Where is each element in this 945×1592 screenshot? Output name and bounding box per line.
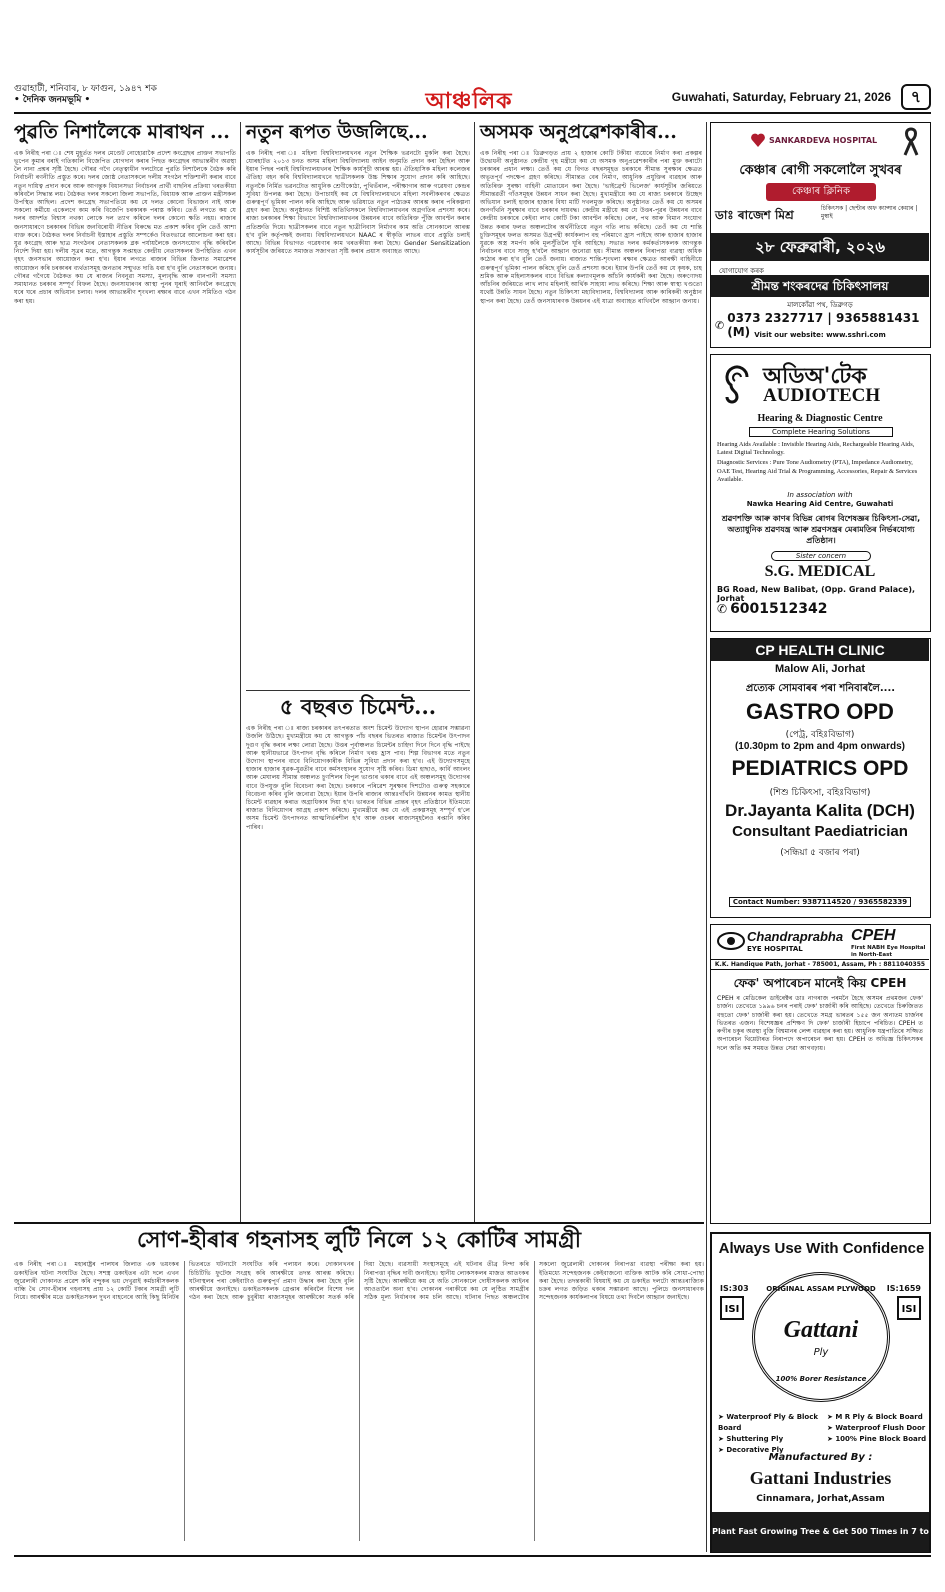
svg-text:ISI: ISI xyxy=(901,1304,917,1315)
article-new-form xyxy=(246,122,470,687)
ad-cp-health xyxy=(710,638,931,918)
newspaper-logo: আঞ্চলিক xyxy=(425,88,513,114)
column-rule xyxy=(474,122,475,1222)
ear-icon xyxy=(721,363,757,403)
masthead-date-english: Guwahati, Saturday, February 21, 2026 xyxy=(671,90,891,104)
article-cement xyxy=(246,695,470,1220)
product-item: ➤ Decorative Ply xyxy=(718,1446,784,1454)
heart-icon xyxy=(751,132,765,148)
ad-website: Visit our website: www.sshri.com xyxy=(754,331,886,339)
institution-address: মালকোঁৱা পথ, ডিব্ৰুগড় xyxy=(787,301,853,309)
product-item: ➤ Waterproof Flush Door xyxy=(827,1424,926,1432)
seal-text: 100% Borer Resistance xyxy=(775,1375,867,1383)
brand-sub: Ply xyxy=(813,1347,829,1358)
doctor-name: Dr.Jayanta Kalita (DCH) xyxy=(725,801,915,820)
product-item: ➤ 100% Pine Block Board xyxy=(827,1435,927,1443)
brand-assamese: অডিঅ'টেক xyxy=(763,364,867,389)
article-headline: সোণ-হীৰাৰ গহনাসহ লুটি নিলে ১২ কোটিৰ সামগ্ৰী xyxy=(137,1227,581,1253)
article-body: এক নিৰীহ পৰা ঃ ৰাজ্য চৰকাৰৰ তৎপৰতাত অংশ চিমেন্ট উদ্যোগ স্থাপন হোৱাৰ সম্ভাৱনা উজলি উঠিছে। মুখ্যমন্ত্ৰীয়ে কয় যে আগন্তুক পাঁচ বছৰৰ ভিতৰত ৰাজ্যত চিমেন্টৰ উৎপাদন দুগুণ বৃদ্ধি কৰাৰ লক্ষ্য লোৱা হৈছে। উত্তৰ পূৰ্বাঞ্চলত চিমেন্টৰ চাহিদা দিনে দিনে বৃদ্ধি পাইছে আৰু স্থানীয়ভাৱে উৎপাদন বৃদ্ধি কৰিলে নিৰ্মাণ খৰচ হ্ৰাস পাব। শিল্প বিভাগৰ মতে নতুন উদ্যোগ স্থাপনৰ বাবে বিনিয়োগকাৰীক বিভিন্ন সুবিধা প্ৰদান কৰা হ'ব। এই উদ্যোগসমূহে হাজাৰ হাজাৰ যুৱক-যুৱতীৰ বাবে কৰ্মসংস্থানৰ সুযোগ সৃষ্টি কৰিব। ডিমা হাছাও, কাৰ্বি আংলং আৰু মেঘালয় সীমান্ত অঞ্চলত চুণশিলৰ বিপুল ভাণ্ডাৰ থকাৰ বাবে এই অঞ্চলসমূহ উদ্যোগৰ বাবে উপযুক্ত বুলি বিবেচনা কৰা হৈছে। চৰকাৰে পৰিৱেশ সুৰক্ষাৰ দিশটোও গুৰুত্ব সহকাৰে বিবেচনা কৰিব বুলি জনোৱা হৈছে। ইয়াৰ উপৰি ৰাজ্যৰ আন্তঃগাঁথনি উন্নয়নৰ কামত স্থানীয় চিমেন্ট ব্যৱহাৰ কৰাত অগ্ৰাধিকাৰ দিয়া হ'ব। ভাৰতৰ বিভিন্ন প্ৰান্তৰ বৃহৎ প্ৰতিষ্ঠানে ইতিমধ্যে ৰাজ্যত বিনিয়োগৰ আগ্ৰহ প্ৰকাশ কৰিছে। মুখ্যমন্ত্ৰীয়ে কয় যে এই প্ৰকল্পসমূহ সম্পূৰ্ণ হ'লে অসম চিমেন্ট উৎপাদনত আত্মনিৰ্ভৰশীল হ'ব আৰু ওচৰৰ ৰাজ্যসমূহলৈও ৰপ্তানি কৰিব পাৰিব। xyxy=(246,725,470,831)
masthead xyxy=(14,84,931,114)
gattani-footer: Plant Fast Growing Tree & Get 500 Times in 7 to 10 Years xyxy=(712,1512,929,1552)
isi-mark-icon xyxy=(897,1296,921,1320)
sister-label: Sister concern xyxy=(771,551,871,561)
ad-phone: 0373 2327717 | 9365881431 (M) xyxy=(727,311,920,339)
article-headline: ৫ বছৰত চিমেন্ট... xyxy=(279,694,437,719)
hospital-sub: EYE HOSPITAL xyxy=(747,945,803,953)
association-name: Nawka Hearing Aid Centre, Guwahati xyxy=(746,500,894,508)
centre-subtitle: Complete Hearing Solutions xyxy=(749,427,893,437)
ad-chandraprabha xyxy=(710,924,931,1224)
doctor-time: (সন্ধিয়া ৫ বজাৰ পৰা) xyxy=(780,848,860,858)
opd-pediatrics-sub: (শিশু চিকিৎসা, বহিঃবিভাগ) xyxy=(769,788,871,798)
sister-name: S.G. MEDICAL xyxy=(764,563,876,580)
ad-headline: কেঞ্চাৰ ৰোগী সকলোলৈ সুখবৰ xyxy=(739,163,902,178)
ad-banner: Always Use With Confidence xyxy=(718,1240,925,1257)
phone-icon: ✆ xyxy=(717,602,728,616)
brand-name: Gattani xyxy=(783,1317,859,1343)
ad-tagline: শ্ৰৱণশক্তি আৰু কাণৰ বিভিন্ন ৰোগৰ বিশেষজ্ঞৰ চিকিৎসা-সেৱা, অত্যাধুনিক শ্ৰৱণযন্ত্ৰ আৰু শ্ৰৱণসন্ত্ৰৰ মেৰামতিৰ নিৰ্ভৰযোগ্য প্ৰতিষ্ঠান। xyxy=(721,514,921,545)
opd-timing: (10.30pm to 2pm and 4pm onwards) xyxy=(734,741,906,752)
svg-text:ISI: ISI xyxy=(724,1304,740,1315)
article-divider xyxy=(246,690,470,691)
clinic-location: Malow Ali, Jorhat xyxy=(774,663,866,675)
article-body: এক নিৰীহ পৰা ঃ শেষ মুহূৰ্তত দলৰ মেণ্ডেট নোহোৱাকৈ প্ৰদেশ কংগ্ৰেছৰ প্ৰাক্তন সভাপতি ভূপেন কুমাৰ বৰাই গতিকালি বিজেপিত যোগদান কৰাৰ পিছত কংগ্ৰেছৰ আভ্যন্তৰীণ অৱস্থা লৈ নানা প্ৰশ্নৰ সৃষ্টি হৈছে। গৌৰৱ গগৈ নেতৃত্বাধীন দলটোৱে পুৱতি নিশালৈকে বৈঠক কৰি নিৰ্বাচনী ৰণনীতি প্ৰস্তুত কৰে। দলৰ জ্যেষ্ঠ নেতাসকলে দলীয় সংগঠন শক্তিশালী কৰাৰ বাবে নতুন দায়িত্ব প্ৰদান কৰে আৰু আগন্তুক বিধানসভা নিৰ্বাচনৰ প্ৰাৰ্থী বাছনিৰ প্ৰক্ৰিয়া খৰতকীয়া কৰিবলৈ সিদ্ধান্ত লয়। বৈঠকত দলৰ সকলো জিলা সভাপতি, বিধায়ক আৰু প্ৰাক্তন মন্ত্ৰীসকল উপস্থিত আছিল। প্ৰদেশ কংগ্ৰেছ সভাপতিয়ে কয় যে দলত কোনো বিভাজন নাই আৰু সকলো কৰ্মীয়ে একেলগে কাম কৰি বিজেপি চৰকাৰক পৰাস্ত কৰিব। তেওঁ লগতে কয় যে দলৰ আদৰ্শত বিশ্বাস নথকা লোকে দল ত্যাগ কৰিলে দলৰ কোনো ক্ষতি নহয়। ৰাজ্যৰ জনসাধাৰণে চৰকাৰৰ বিভিন্ন জনবিৰোধী নীতিৰ বিৰুদ্ধে মত প্ৰকাশ কৰিব বুলি তেওঁ আশা ব্যক্ত কৰে। বৈঠকত দলৰ নিৰ্বাচনী ইস্তাহাৰ প্ৰস্তুতি সম্পৰ্কেও বিতংভাৱে আলোচনা কৰা হয়। যুৱ কংগ্ৰেছ আৰু ছাত্ৰ সংগঠনৰ নেতাসকলক ব্লক পৰ্যায়লৈকে জনসংযোগ বৃদ্ধি কৰিবলৈ নিৰ্দেশ দিয়া হয়। দলীয় সূত্ৰৰ মতে, আগন্তুক সপ্তাহত কেন্দ্ৰীয় নেতাসকলৰ উপস্থিতিত এখন বৃহৎ জনসভাৰ আয়োজন কৰা হ'ব। ইয়াৰ লগতে ৰাজ্যৰ বিভিন্ন জিলাত সমাৱেশৰ আয়োজন কৰি চৰকাৰৰ ব্যৰ্থতাসমূহ জনতাৰ সন্মুখত দাঙি ধৰা হ'ব বুলি নেতাসকলে জনায়। গৌৰৱ গগৈয়ে বৈঠকত কয় যে ৰাজ্যৰ নিবনুৱা সমস্যা, মূল্যবৃদ্ধি আৰু বানপানী সমস্যা সমাধানত চৰকাৰ সম্পূৰ্ণ বিফল হৈছে। জনসাধাৰণৰ আস্থা পুনৰ ঘূৰাই আনিবলৈ কংগ্ৰেছে ঘৰে ঘৰে প্ৰচাৰ অভিযান চলাব। দলৰ আভ্যন্তৰীণ শৃংখলা ৰক্ষাৰ বাবে এখন সমিতিও গঠন কৰা হয়। xyxy=(14,149,236,305)
phone-icon: ✆ xyxy=(715,318,725,332)
product-item: ➤ Waterproof Ply & Block Board xyxy=(718,1413,819,1432)
centre-title: Hearing & Diagnostic Centre xyxy=(757,413,883,424)
doctor-title: Consultant Paediatrician xyxy=(732,823,908,840)
ad-address: BG Road, New Balibat, (Opp. Grand Palace), Jorhat xyxy=(717,585,916,603)
column-rule xyxy=(706,122,707,1552)
ad-sankardeva xyxy=(710,122,931,348)
article-infiltrators xyxy=(480,122,702,1220)
article-body: এক নিৰীহ পৰা ঃ মহিলা বিশ্ববিদ্যালয়খনৰ নতুন শৈক্ষিক ভৱনটো মুকলি কৰা হৈছে। যোৰহাটত ২০১৩ চনত অসম মহিলা বিশ্ববিদ্যালয় আইন অনুমতি প্ৰদান কৰা হৈছিল আৰু ইয়াৰ পিছৰ পৰাই বিশ্ববিদ্যালয়খনৰ শৈক্ষিক কাৰ্যসূচী আৰম্ভ হয়। ঐতিহাসিক মহিলা কলেজৰ ঐতিহ্য বহন কৰি বিশ্ববিদ্যালয়খনে ছাত্ৰীসকলক উচ্চ শিক্ষাৰ সুযোগ প্ৰদান কৰি আহিছে। নতুনকৈ নিৰ্মিত ভৱনটোত আধুনিক শ্ৰেণীকোঠা, পুথিভঁৰাল, পৰীক্ষাগাৰ আৰু গৱেষণা কেন্দ্ৰৰ সুবিধা উপলব্ধ কৰা হৈছে। উপাচাৰ্যই কয় যে বিশ্ববিদ্যালয়খনে মহিলা সবলীকৰণৰ ক্ষেত্ৰত গুৰুত্বপূৰ্ণ ভূমিকা পালন কৰি আহিছে আৰু ভৱিষ্যতে নতুন পাঠ্যক্ৰম আৰম্ভ কৰাৰ পৰিকল্পনা গ্ৰহণ কৰা হৈছে। অনুষ্ঠানত বিশিষ্ট অতিথিসকলে বিশ্ববিদ্যালয়খনৰ অগ্ৰগতিৰ প্ৰশংসা কৰে। ৰাজ্য চৰকাৰৰ শিক্ষা বিভাগে বিশ্ববিদ্যালয়খনৰ উন্নয়নৰ বাবে অতিৰিক্ত পুঁজি আবণ্টন কৰাৰ প্ৰতিশ্ৰুতি দিয়ে। ছাত্ৰীসকলৰ বাবে নতুন ছাত্ৰীনিবাস নিৰ্মাণৰ কাম অতি সোনকালে আৰম্ভ হ'ব বুলি কৰ্তৃপক্ষই জনায়। বিশ্ববিদ্যালয়খনে NAAC ৰ স্বীকৃতি লাভৰ বাবে প্ৰস্তুতি চলাই আছে। বিভিন্ন বিভাগত গৱেষণাৰ কাম খৰতকীয়া কৰা হৈছে। Gender Sensitization কাৰ্যসূচীৰ জৰিয়তে সমাজত সজাগতা সৃষ্টি কৰাৰ প্ৰয়াস অব্যাহত আছে। xyxy=(246,149,470,256)
ad-gattani xyxy=(710,1232,931,1576)
clinic-contact: Contact Number: 9387114520 / 9365582339 xyxy=(729,897,911,907)
ad-audiotech xyxy=(710,354,931,632)
is-standard-right: IS:1659 xyxy=(886,1284,921,1293)
eye-icon xyxy=(717,931,745,951)
doctor-name: ডাঃ ৰাজেশ মিশ্ৰ xyxy=(715,208,794,222)
product-item: ➤ M R Ply & Block Board xyxy=(827,1413,923,1421)
cpeh-logo: CPEH xyxy=(851,927,896,944)
opd-gastro: GASTRO OPD xyxy=(746,699,894,724)
article-headline: পুৱতি নিশালৈকে মাৰাথন ... xyxy=(14,121,230,143)
page-number: ৭ xyxy=(901,84,931,110)
institution-name: শ্ৰীমন্ত শংকৰদেৱ চিকিৎসালয় xyxy=(711,275,929,297)
clinic-schedule: প্ৰত্যেক সোমবাৰৰ পৰা শনিবাৰলৈ.... xyxy=(745,683,896,694)
brand-name: AUDIOTECH xyxy=(763,385,881,406)
gattani-seal xyxy=(752,1272,890,1402)
article-robbery xyxy=(14,1228,704,1553)
opd-pediatrics: PEDIATRICS OPD xyxy=(731,757,909,780)
isi-mark-icon xyxy=(720,1296,744,1320)
masthead-date-assamese: গুৱাহাটী, শনিবাৰ, ৮ ফাগুন, ১৯৪৭ শক xyxy=(14,84,157,94)
article-headline: অসমক অনুপ্ৰৱেশকাৰীৰ... xyxy=(480,121,677,143)
article-marathon xyxy=(14,122,236,1220)
clinic-title: CP HEALTH CLINIC xyxy=(711,639,929,661)
opd-gastro-sub: (পেট্ৰ, বহিঃবিভাগ) xyxy=(785,730,855,740)
contact-label: যোগাযোগ কৰক xyxy=(719,267,764,275)
article-body: এক নিৰীহ পৰা ঃ মহাৰাষ্ট্ৰৰ পালঘৰ জিলাত এক ভয়ংকৰ ডকাইতিৰ ঘটনা সংঘটিত হৈছে। সশস্ত্ৰ ডকাইতৰ এটা দলে এখন জুৱেলাৰী দোকানত প্ৰৱেশ কৰি বন্দুকৰ ভয় দেখুৱাই কৰ্মচাৰীসকলক বান্ধি থৈ সোণ-হীৰাৰ গহনাসহ প্ৰায় ১২ কোটি টকাৰ সামগ্ৰী লুটি নিয়ে। আৰক্ষীৰ মতে ডকাইতসকল দুখন বাহনেৰে আহি কিছু মিনিটৰ ভিতৰতে ঘটনাটো সংঘটিত কৰি পলায়ন কৰে। দোকানখনৰ চিচিটিভি ফুটেজ সংগ্ৰহ কৰি আৰক্ষীয়ে তদন্ত আৰম্ভ কৰিছে। ঘটনাস্থলৰ পৰা কেইবাটাও গুৰুত্বপূৰ্ণ প্ৰমাণ উদ্ধাৰ কৰা হৈছে বুলি আৰক্ষীয়ে জনাইছে। ডকাইতসকলক গ্ৰেপ্তাৰ কৰিবলৈ বিশেষ দল গঠন কৰা হৈছে আৰু চুবুৰীয়া ৰাজ্যসমূহৰ আৰক্ষীকো সতৰ্ক কৰি দিয়া হৈছে। ব্যৱসায়ী সংস্থাসমূহে এই ঘটনাৰ তীব্ৰ নিন্দা কৰি নিৰাপত্তা বৃদ্ধিৰ দাবী জনাইছে। স্থানীয় লোকসকলৰ মাজত আতংকৰ সৃষ্টি হৈছে। আৰক্ষীয়ে কয় যে অতি সোনকালে দোষীসকলক আইনৰ আওতালৈ অনা হ'ব। দোকানৰ গৰাকীয়ে কয় যে লুণ্ঠিত সামগ্ৰীৰ সঠিক মূল্য নিৰ্ধাৰণৰ কাম চলি আছে। ঘটনাৰ পিছত অঞ্চলটোৰ সকলো জুৱেলাৰী দোকানৰ নিৰাপত্তা ব্যৱস্থা পৰীক্ষা কৰা হয়। ইতিমধ্যে সন্দেহজনক কেইবাজনো ব্যক্তিক আটক কৰি সোধা-পোছা কৰা হৈছে। তদন্তকাৰী বিষয়াই কয় যে ডকাইত দলটো আন্তঃৰাজ্যিক চক্ৰৰ লগত জড়িত থকাৰ সম্ভাৱনা আছে। পুলিচে জনসাধাৰণক সন্দেহজনক কাৰ্যকলাপৰ বিষয়ে তথ্য দিবলৈ আহ্বান জনাইছে। xyxy=(14,1261,704,1302)
page-bottom-rule xyxy=(14,1555,931,1557)
products-right xyxy=(827,1412,929,1445)
seal-ribbon: ORIGINAL ASSAM PLYWOOD xyxy=(766,1285,876,1293)
product-item: ➤ Shuttering Ply xyxy=(718,1435,784,1443)
article-body: এক নিৰীহ পৰা ঃ ডিব্ৰুগড়ত প্ৰায় ২ হাজাৰ কোটি টকীয়া ব্যয়েৰে নিৰ্মাণ কৰা প্ৰকল্পৰ উদ্বোধনী অনুষ্ঠানত কেন্দ্ৰীয় গৃহ মন্ত্ৰীয়ে কয় যে অসমক অনুপ্ৰৱেশকাৰীৰ পৰা মুক্ত কৰাটো চৰকাৰৰ প্ৰধান লক্ষ্য। তেওঁ কয় যে বিগত বছৰসমূহত চৰকাৰে সীমান্ত সুৰক্ষাৰ ক্ষেত্ৰত অভূতপূৰ্ব পদক্ষেপ গ্ৰহণ কৰিছে। সীমান্তত বেৰ নিৰ্মাণ, আধুনিক প্ৰযুক্তিৰ ব্যৱহাৰ আৰু অতিৰিক্ত সুৰক্ষা বাহিনী মোতায়েন কৰা হৈছে। 'ভাইব্ৰেণ্ট ভিলেজ' কাৰ্যসূচীৰ জৰিয়তে সীমান্তৱৰ্তী গাঁওসমূহৰ উন্নয়ন সাধন কৰা হৈছে। মুখ্যমন্ত্ৰীয়ে কয় যে ৰাজ্য চৰকাৰে উচ্ছেদ অভিযান চলাই হাজাৰ হাজাৰ বিঘা মাটি দখলমুক্ত কৰিছে। অনুষ্ঠানত তেওঁ কয় যে অসমৰ জনগাঁথনি সুৰক্ষাৰ বাবে চৰকাৰ দায়বদ্ধ। কেন্দ্ৰীয় মন্ত্ৰীয়ে কয় যে উত্তৰ-পূৱৰ উন্নয়নৰ বাবে কেন্দ্ৰীয় চৰকাৰে কেইবা লাখ কোটি টকা আবণ্টন কৰিছে। ৰেল, পথ আৰু বিমান সংযোগ উন্নত কৰাৰ ফলত অঞ্চলটোৰ অৰ্থনীতিয়ে নতুন গতি লাভ কৰিছে। তেওঁ কয় যে শান্তি চুক্তিসমূহৰ ফলত অসমত উগ্ৰপন্থী কাৰ্যকলাপ বহু পৰিমাণে হ্ৰাস পাইছে আৰু হাজাৰ হাজাৰ যুৱকে অস্ত্ৰ সমৰ্পণ কৰি মূলসুঁতিলৈ ঘূৰি আহিছে। সভাত দলৰ কৰ্মকৰ্তাসকলক আগন্তুক নিৰ্বাচনৰ বাবে সাজু হ'বলৈ আহ্বান জনোৱা হয়। সীমান্ত অঞ্চলৰ নিৰাপত্তা ব্যৱস্থা অধিক কঠোৰ কৰা হ'ব বুলি তেওঁ জনায়। ৰাজ্যত শান্তি-শৃংখলা ৰক্ষাৰ ক্ষেত্ৰত আৰক্ষী বাহিনীয়ে গুৰুত্বপূৰ্ণ ভূমিকা পালন কৰিছে বুলি তেওঁ প্ৰশংসা কৰে। ইয়াৰ উপৰি তেওঁ কয় যে কৃষক, চাহ শ্ৰমিক আৰু মহিলাসকলৰ বাবে বিভিন্ন কল্যাণমূলক আঁচনি কাৰ্যকৰী কৰা হৈছে। অৰুণোদয় আঁচনিৰ জৰিয়তে লাখ লাখ মহিলাই আৰ্থিক সাহায্য লাভ কৰিছে। শিক্ষা আৰু স্বাস্থ্য খণ্ডতো যথেষ্ট উন্নতি সাধন হৈছে। নতুন চিকিৎসা মহাবিদ্যালয়, বিশ্ববিদ্যালয় আৰু কাৰিকৰী অনুষ্ঠান স্থাপন কৰা হৈছে। তেওঁ জনসাধাৰণক উন্নয়নৰ এই যাত্ৰা অব্যাহত ৰাখিবলৈ আহ্বান জনায়। xyxy=(480,149,702,305)
hospital-address: K.K. Handique Path, Jorhat - 785001, Assam, Ph : 8811040355 xyxy=(711,959,929,970)
masthead-subtitle: • দৈনিক জনমভূমি • xyxy=(14,95,91,105)
doctor-desc: চিকিৎসক | ছেণ্টাৰ অফ ক্যান্সাৰ কেয়াৰ | মুম্বাই xyxy=(821,205,918,220)
clinic-banner: কেঞ্চাৰ ক্লিনিক xyxy=(766,183,876,201)
column-rule xyxy=(240,122,241,1222)
event-date: ২৮ ফেব্ৰুৱাৰী, ২০২৬ xyxy=(711,233,929,261)
company-address: Cinnamara, Jorhat,Assam xyxy=(756,1494,885,1504)
company-name: Gattani Industries xyxy=(749,1468,892,1488)
cancer-ribbon-icon xyxy=(902,127,920,157)
services-list xyxy=(717,441,925,484)
service-item: Diagnostic Services : Pure Tone Audiometry (PTA), Impedance Audiometry, OAE Test, Hearing Aid Trial & Programming, Accessories, Repair & Services Available. xyxy=(717,459,918,483)
article-headline: নতুন ৰূপত উজলিছে... xyxy=(246,121,428,143)
products-left xyxy=(718,1412,823,1456)
manufactured-label: Manufactured By : xyxy=(768,1452,873,1463)
ad-phone: 6001512342 xyxy=(730,601,828,617)
association-label: In association with xyxy=(787,491,853,499)
masthead-left xyxy=(14,84,157,106)
ad-body: CPEH ৰ মেডিকেল ডাইৰেক্টৰ ডাঃ নাগৰাজ পৰমনৈ হৈছে অসমৰ প্ৰথমজন ফেক' চাৰ্জন। তেখেতে ১৯৯৬ চনৰ পৰাই ফেক' চাৰ্জাৰী কৰি আহিছে। তেখেতে চিৰুজিতত বহুতো ফেক' চাৰ্জাৰী কৰা হয়। তেখেতে সমগ্ৰ ভাৰতৰ ১৫৫ জন অন্যতম চাৰ্জনৰ ভিতৰত এজন। বিশেষজ্ঞৰ প্ৰশিক্ষণ দি ফেক' চাৰ্জাৰী হিচাপে পৰিচিত। CPEH ত ৰুগীৰ চকুৰ অৱস্থা বুজি বিশ্বমানৰ লেন্স ব্যৱহাৰ কৰা হয়। আধুনিক যন্ত্ৰপাতিৰে সজ্জিত অপাৰেচন থিয়েটাৰত নিৰাপদে অপাৰেচন কৰা হয়। CPEH ত অভিজ্ঞ চিকিৎসকৰ দলে অতি কম সময়ত উন্নত সেৱা আগবঢ়ায়। xyxy=(717,995,923,1052)
ad-headline: ফেক' অপাৰেচন মানেই কিয় CPEH xyxy=(733,976,907,990)
section-divider xyxy=(14,1222,704,1224)
service-item: Hearing Aids Available : Invisible Hearing Aids, Rechargeable Hearing Aids, Latest Digital Technology. xyxy=(717,441,915,457)
hospital-name: SANKARDEVA HOSPITAL xyxy=(769,135,878,145)
hospital-name: Chandraprabha xyxy=(747,929,844,944)
is-standard-left: IS:303 xyxy=(720,1284,749,1293)
cpeh-desc: First NABH Eye Hospital in North-East xyxy=(851,945,926,958)
